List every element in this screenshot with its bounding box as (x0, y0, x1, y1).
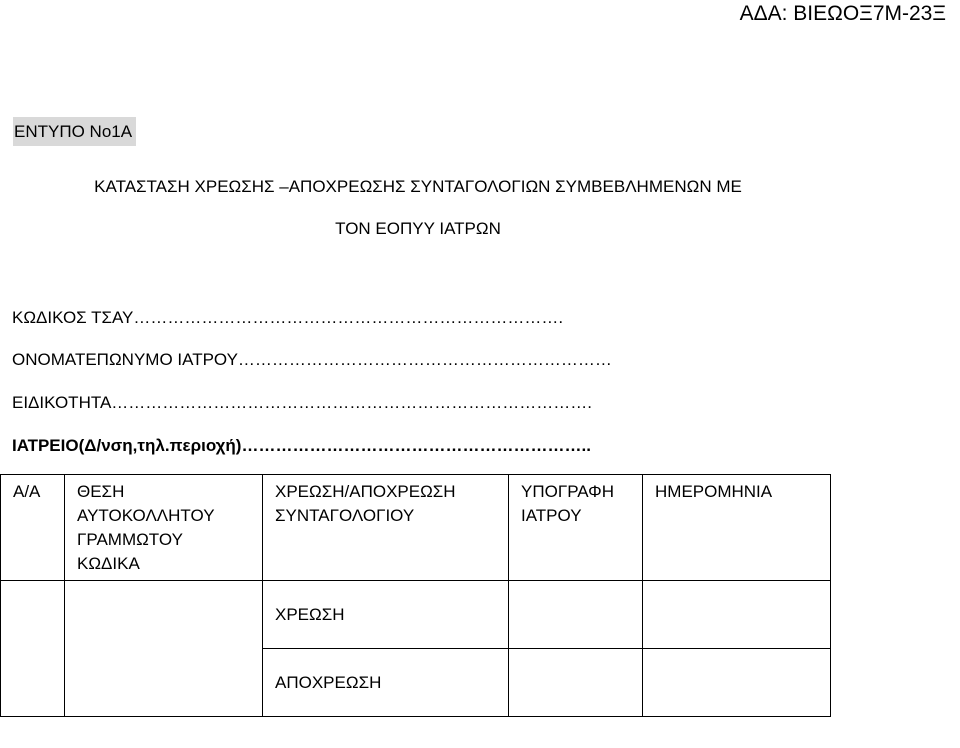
doctor-name-field[interactable]: ΟΝΟΜΑΤΕΠΩΝΥΜΟ ΙΑΤΡΟΥ………………………………………………………… (12, 350, 612, 369)
header-aa: Α/Α (1, 475, 65, 581)
clinic-field[interactable]: ΙΑΤΡΕΙΟ(Δ/νση,τηλ.περιοχή)…………………………………………………….. (12, 436, 591, 455)
form-label: ΕΝΤΥΠΟ Νο1Α (13, 117, 136, 146)
signature-cell[interactable] (509, 649, 643, 717)
header-doctor-signature: ΥΠΟΓΡΑΦΗ ΙΑΤΡΟΥ (509, 475, 643, 581)
form-title-line1: ΚΑΤΑΣΤΑΣΗ ΧΡΕΩΣΗΣ –ΑΠΟΧΡΕΩΣΗΣ ΣΥΝΤΑΓΟΛΟΓΙΩΝ ΣΥΜΒΕΒΛΗΜΕΝΩΝ ΜΕ (94, 177, 742, 196)
header-date: ΗΜΕΡΟΜΗΝΙΑ (643, 475, 831, 581)
form-title-line2: ΤΟΝ ΕΟΠΥΥ ΙΑΤΡΩΝ (335, 219, 501, 238)
charge-table (0, 474, 831, 717)
table-row (1, 581, 831, 649)
tsay-code-field[interactable]: ΚΩΔΙΚΟΣ ΤΣΑΥ…………………………………………………………………. (12, 308, 564, 327)
charge-cell[interactable]: ΧΡΕΩΣΗ (263, 581, 509, 649)
date-cell[interactable] (643, 649, 831, 717)
date-cell[interactable] (643, 581, 831, 649)
discharge-cell[interactable]: ΑΠΟΧΡΕΩΣΗ (263, 649, 509, 717)
specialty-field[interactable]: ΕΙΔΙΚΟΤΗΤΑ…………………………………………………………………………. (12, 393, 593, 412)
sticker-position-cell[interactable] (65, 581, 263, 717)
header-sticker-position: ΘΕΣΗ ΑΥΤΟΚΟΛΛΗΤΟΥ ΓΡΑΜΜΩΤΟΥ ΚΩΔΙΚΑ (65, 475, 263, 581)
table-header-row (1, 475, 831, 581)
signature-cell[interactable] (509, 581, 643, 649)
ada-code: ΑΔΑ: ΒΙΕΩΟΞ7Μ-23Ξ (739, 2, 946, 25)
aa-cell[interactable] (1, 581, 65, 717)
header-charge-discharge: ΧΡΕΩΣΗ/ΑΠΟΧΡΕΩΣΗ ΣΥΝΤΑΓΟΛΟΓΙΟΥ (263, 475, 509, 581)
